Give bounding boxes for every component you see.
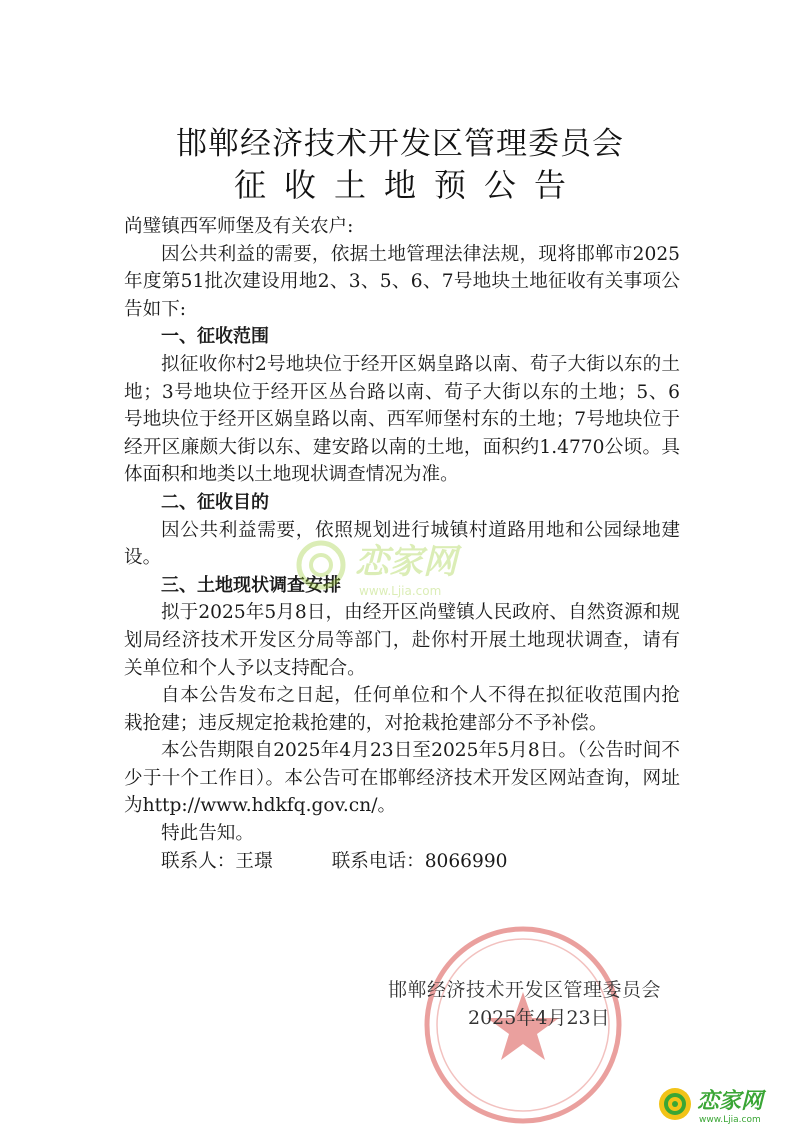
- phone-label: 联系电话：: [331, 850, 425, 872]
- site-logo-url: www.Ljia.com: [699, 1115, 761, 1125]
- watermark-text: 恋家网: [355, 542, 457, 582]
- section-3-paragraph-2: 自本公告发布之日起，任何单位和个人不得在拟征收范围内抢栽抢建；违反规定抢栽抢建的，对抢栽抢建部分不予补偿。: [124, 685, 680, 734]
- section-1-heading: 一、征收范围: [161, 326, 269, 348]
- section-2-paragraph: 因公共利益需要，依照规划进行城镇村道路用地和公园绿地建设。: [124, 519, 680, 569]
- period-paragraph: 本公告期限自2025年4月23日至2025年5月8日。（公告时间不少于十个工作日）。本公告可在邯郸经济技术开发区网站查询，网址为http://www.hdkfq.gov.cn/。: [124, 740, 680, 817]
- phone-number: 8066990: [424, 850, 508, 872]
- site-logo: [655, 1080, 785, 1125]
- document-title-notice: 征收土地预公告: [233, 166, 584, 204]
- closing-line: 特此告知。: [161, 823, 254, 845]
- watermark-logo: [295, 525, 495, 605]
- signature-org: 邯郸经济技术开发区管理委员会: [388, 979, 662, 1001]
- contact-name: 王璟: [235, 850, 273, 872]
- intro-paragraph: 因公共利益的需要，依据土地管理法律法规，现将邯郸市2025年度第51批次建设用地2、3、5、6、7号地块土地征收有关事项公告如下:: [124, 243, 680, 320]
- addressee: 尚璧镇西军师堡及有关农户:: [124, 216, 354, 237]
- site-logo-text: 恋家网: [697, 1089, 764, 1114]
- contact-label: 联系人：: [161, 850, 236, 872]
- watermark-swirl-icon: [299, 543, 343, 587]
- section-3-heading: 三、土地现状调查安排: [161, 574, 341, 596]
- section-2-heading: 二、征收目的: [161, 491, 269, 513]
- watermark-url: www.Ljia.com: [359, 584, 442, 598]
- signature-date: 2025年4月23日: [468, 1007, 610, 1029]
- section-1-paragraph: 拟征收你村2号地块位于经开区娲皇路以南、荀子大街以东的土地；3号地块位于经开区丛台路以南、荀子大街以东的土地；5、6号地块位于经开区娲皇路以南、西军师堡村东的土地；7号地块位于经开区廉颇大街以东、建安路以南的土地，面积约1.4770公顷。具体面积和地类以土地现状调查情况为准。: [124, 353, 680, 486]
- contact-line: [124, 848, 680, 876]
- document-title-org: 邯郸经济技术开发区管理委员会: [176, 126, 624, 162]
- section-3-paragraph: 拟于2025年5月8日，由经开区尚璧镇人民政府、自然资源和规划局经济技术开发区分局等部门，赴你村开展土地现状调查，请有关单位和个人予以支持配合。: [124, 602, 680, 679]
